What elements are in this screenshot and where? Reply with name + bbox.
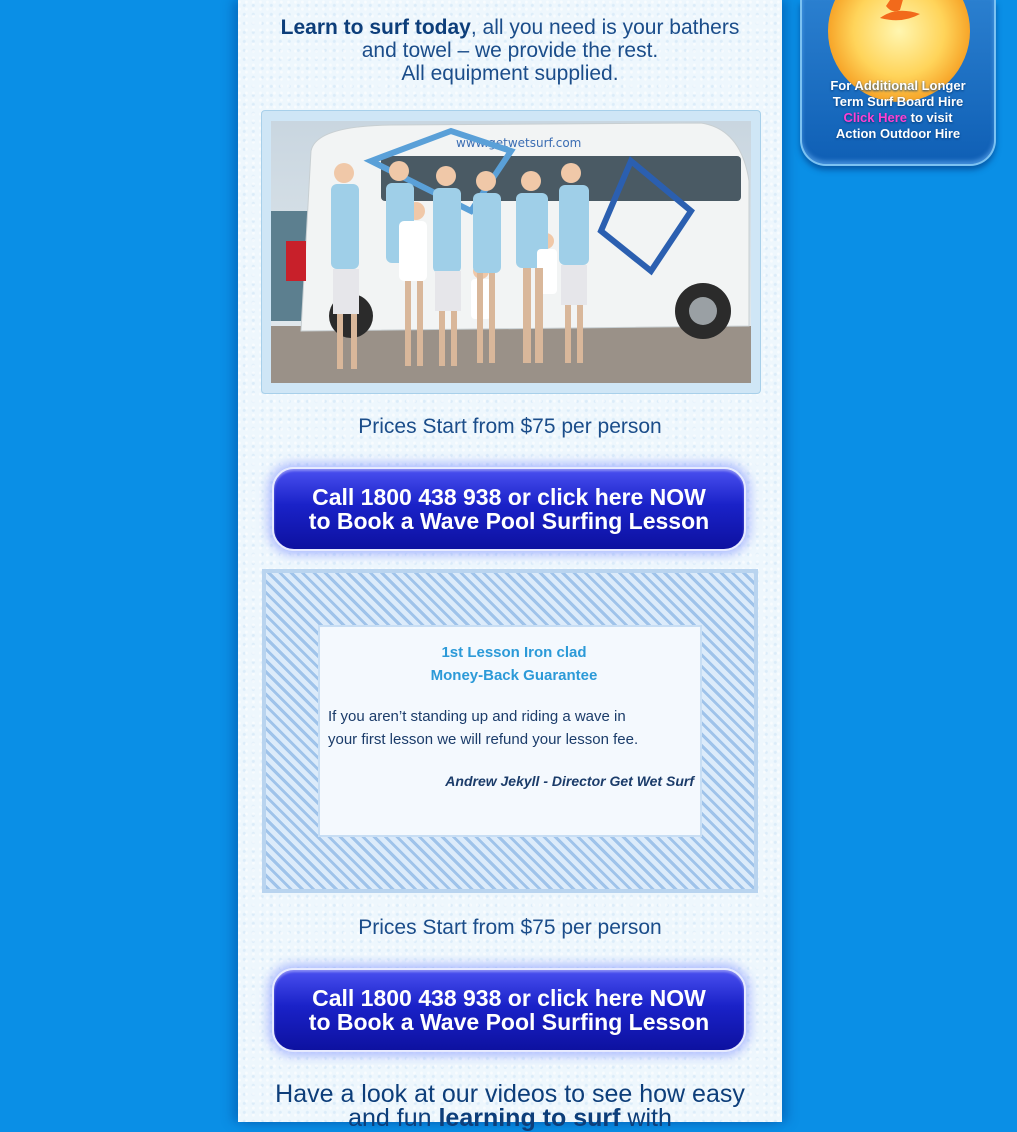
price-label-2: Prices Start from $75 per person [358,916,662,939]
intro-text [238,16,782,85]
hire-line2: Term Surf Board Hire [832,94,964,109]
guarantee-title-line2: Money-Back Guarantee [430,667,598,684]
intro-rest: , all you need is your bathers [470,16,740,39]
book-lesson-button-2[interactable] [272,968,746,1052]
surfer-figure-icon [876,0,922,26]
book-lesson-button-line1: Call 1800 438 938 or click here NOW [312,484,706,510]
book-lesson-button-line1: Call 1800 438 938 or click here NOW [312,985,706,1011]
videos-heading-bold: learning to surf [438,1104,621,1132]
intro-line2: and towel – we provide the rest. [361,39,659,62]
surfboard-hire-badge[interactable] [800,0,996,166]
videos-heading [238,1082,782,1130]
guarantee-signature: Andrew Jekyll - Director Get Wet Surf [445,773,694,789]
hire-line1: For Additional Longer [830,78,966,93]
van-url-text: www.getwetsurf.com [456,136,582,150]
hire-line3-suffix: to visit [907,110,953,125]
team-photo-image [271,121,751,383]
guarantee-certificate [262,569,758,893]
guarantee-title-line1: 1st Lesson Iron clad [441,644,587,661]
guarantee-title [266,641,762,687]
guarantee-body-line2: your first lesson we will refund your lesson fee. [328,731,639,748]
intro-bold: Learn to surf today [280,16,471,39]
price-label-1: Prices Start from $75 per person [358,415,662,438]
book-lesson-button-1[interactable] [272,467,746,551]
videos-heading-suffix: with [620,1104,672,1132]
book-lesson-button-line2: to Book a Wave Pool Surfing Lesson [308,1009,710,1035]
content-column [238,0,782,1132]
intro-line3: All equipment supplied. [401,62,619,85]
click-here-link[interactable]: Click Here [843,110,908,125]
team-photo-frame [261,110,761,394]
videos-heading-line1: Have a look at our videos to see how easy [275,1080,745,1108]
videos-heading-prefix: and fun [348,1104,439,1132]
hire-badge-text [802,78,994,142]
book-lesson-button-line2: to Book a Wave Pool Surfing Lesson [308,508,710,534]
guarantee-body-line1: If you aren’t standing up and riding a wave in [328,708,626,725]
hire-line4: Action Outdoor Hire [835,126,961,141]
team-photo [271,121,751,383]
guarantee-body [328,705,708,751]
